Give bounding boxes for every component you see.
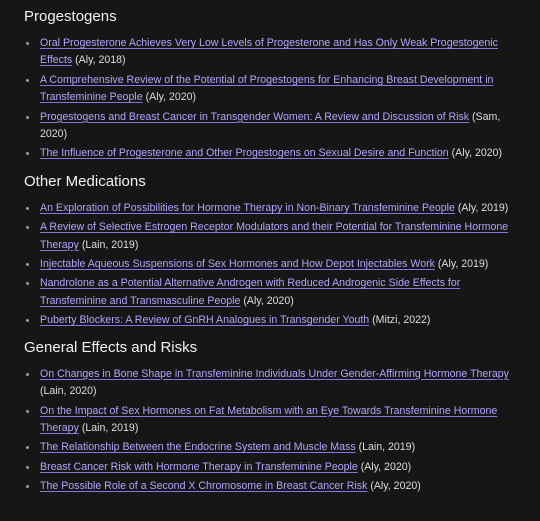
bullet-icon (26, 79, 29, 82)
article-link[interactable]: An Exploration of Possibilities for Hormone Therapy in Non-Binary Transfeminine People (40, 201, 455, 214)
article-link[interactable]: Breast Cancer Risk with Hormone Therapy in Transfeminine People (40, 460, 358, 473)
section-title: Progestogens (24, 8, 117, 25)
reference-list (24, 200, 526, 330)
article-link[interactable]: Injectable Aqueous Suspensions of Sex Hormones and How Depot Injectables Work (40, 258, 435, 271)
article-link[interactable]: The Possible Role of a Second X Chromosome in Breast Cancer Risk (40, 480, 368, 493)
citation: (Aly, 2019) (434, 258, 489, 271)
bullet-icon (26, 466, 29, 469)
bullet-icon (26, 446, 29, 449)
section-general-effects-and-risks (24, 339, 526, 496)
list-item (24, 439, 526, 456)
article-link[interactable]: Nandrolone as a Potential Alternative Androgen with Reduced Androgenic Side Effects for Transfeminine and Transmasculine People (40, 277, 461, 307)
citation: (Aly, 2020) (367, 480, 421, 493)
citation: (Aly, 2020) (448, 147, 503, 160)
list-item (24, 219, 526, 254)
citation: (Aly, 2018) (72, 54, 126, 67)
list-item (24, 275, 526, 310)
article-link[interactable]: The Influence of Progesterone and Other Progestogens on Sexual Desire and Function (40, 147, 449, 160)
citation: (Lain, 2019) (355, 441, 416, 454)
reference-list (24, 366, 526, 496)
citation: (Mitzi, 2022) (369, 314, 431, 327)
article-link[interactable]: On the Impact of Sex Hormones on Fat Metabolism with an Eye Towards Transfeminine Hormone Therapy (40, 404, 498, 434)
bullet-icon (26, 485, 29, 488)
bullet-icon (26, 263, 29, 266)
list-item (24, 35, 526, 70)
citation: (Aly, 2020) (240, 294, 294, 307)
section-title: General Effects and Risks (24, 338, 198, 356)
section-progestogens (24, 8, 526, 163)
list-item (24, 145, 526, 162)
bullet-icon (26, 373, 29, 376)
list-item (24, 72, 526, 107)
article-link[interactable]: Puberty Blockers: A Review of GnRH Analogues in Transgender Youth (40, 314, 370, 327)
reference-list (24, 35, 526, 163)
article-link[interactable]: Progestogens and Breast Cancer in Transgender Women: A Review and Discussion of Risk (40, 110, 470, 123)
article-link[interactable]: The Relationship Between the Endocrine System and Muscle Mass (40, 441, 356, 454)
list-item (24, 109, 526, 144)
bullet-icon (26, 42, 29, 45)
list-item (24, 403, 526, 438)
citation: (Lain, 2020) (40, 385, 97, 398)
section-title: Other Medications (24, 172, 146, 190)
bullet-icon (26, 116, 29, 119)
citation: (Aly, 2020) (142, 91, 197, 104)
article-link[interactable]: On Changes in Bone Shape in Transfeminine Individuals Under Gender-Affirming Hormone Therapy (40, 367, 509, 380)
bullet-icon (26, 226, 29, 229)
article-link[interactable]: A Review of Selective Estrogen Receptor Modulators and their Potential for Transfeminine Hormone Therapy (40, 221, 509, 251)
bullet-icon (26, 410, 29, 413)
list-item (24, 366, 526, 401)
citation: (Lain, 2019) (78, 238, 139, 251)
bullet-icon (26, 319, 29, 322)
section-other-medications (24, 173, 526, 330)
list-item (24, 312, 526, 329)
bullet-icon (26, 207, 29, 210)
bullet-icon (26, 152, 29, 155)
list-item (24, 200, 526, 217)
citation: (Aly, 2020) (357, 460, 412, 473)
list-item (24, 478, 526, 495)
citation: (Lain, 2019) (78, 421, 139, 434)
citation: (Sam, 2020) (40, 110, 501, 141)
citation: (Aly, 2019) (454, 201, 509, 214)
list-item (24, 459, 526, 476)
bullet-icon (26, 282, 29, 285)
article-link[interactable]: A Comprehensive Review of the Potential of Progestogens for Enhancing Breast Development in Transfeminine People (40, 73, 494, 104)
list-item (24, 256, 526, 273)
article-link[interactable]: Oral Progesterone Achieves Very Low Levels of Progesterone and Has Only Weak Progestogenic Effects (40, 37, 498, 67)
